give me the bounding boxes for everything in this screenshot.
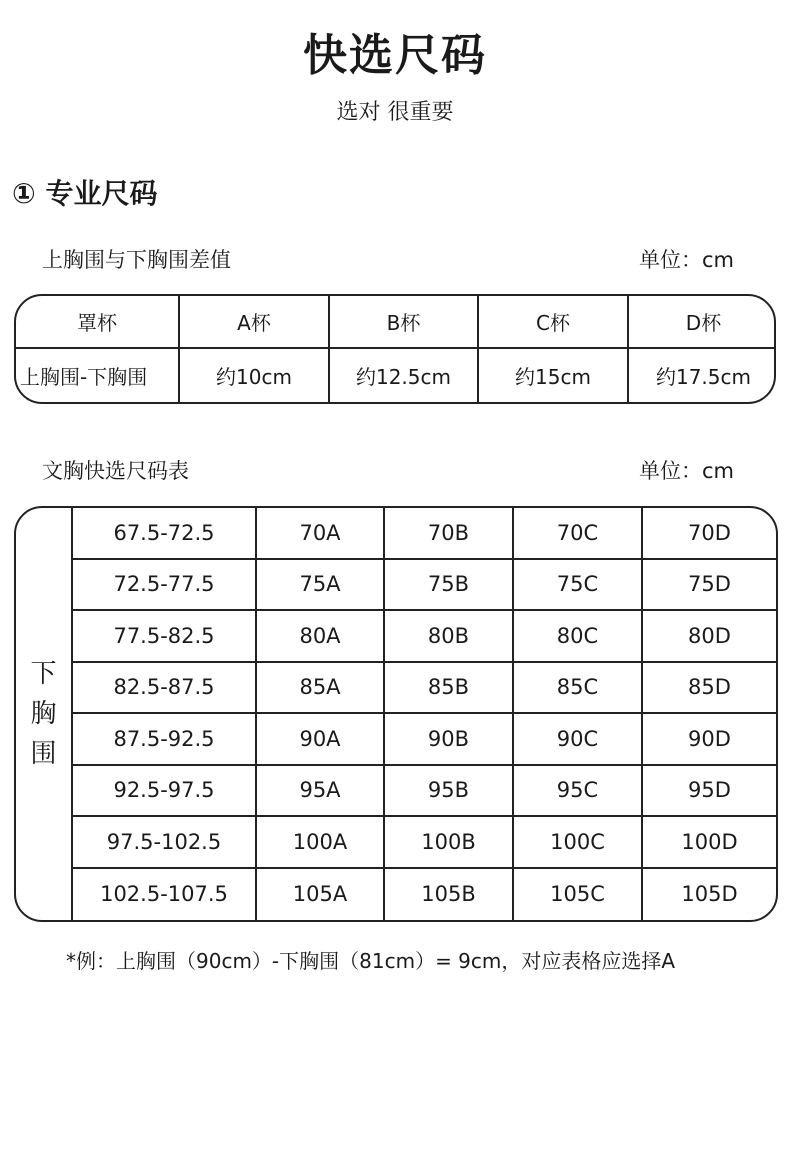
table-cell: 约17.5cm bbox=[655, 365, 751, 389]
table-row-range: 67.5-72.5 bbox=[73, 508, 257, 560]
table-header-cell: 罩杯 bbox=[16, 296, 180, 349]
table-header-cell: B杯 bbox=[330, 296, 479, 349]
table-cell: 85D bbox=[643, 663, 776, 715]
table-cell: 约10cm bbox=[180, 349, 330, 402]
size-grid bbox=[73, 508, 776, 920]
table-row-range: 72.5-77.5 bbox=[73, 560, 257, 612]
table-cell: 70C bbox=[514, 508, 643, 560]
table-cell: 75B bbox=[385, 560, 514, 612]
diff-table-caption: 上胸围与下胸围差值 bbox=[42, 248, 231, 272]
table-cell: 105D bbox=[681, 882, 738, 907]
table-cell: 85A bbox=[257, 663, 385, 715]
table-cell: 100A bbox=[257, 817, 385, 869]
table-row-range: 77.5-82.5 bbox=[73, 611, 257, 663]
section-heading: ① 专业尺码 bbox=[12, 177, 158, 210]
table-cell: 105C bbox=[514, 869, 643, 921]
table-cell: 100C bbox=[514, 817, 643, 869]
table-row-label: 上胸围-下胸围 bbox=[16, 349, 180, 402]
table-row-range: 82.5-87.5 bbox=[73, 663, 257, 715]
table-cell: 95D bbox=[643, 766, 776, 818]
table-cell: 85B bbox=[385, 663, 514, 715]
diff-table-unit: 单位：cm bbox=[638, 248, 734, 272]
table-cell: 95B bbox=[385, 766, 514, 818]
table-cell: 80D bbox=[643, 611, 776, 663]
table-cell: 105B bbox=[385, 869, 514, 921]
table-cell: 75C bbox=[514, 560, 643, 612]
table-cell: 90D bbox=[643, 714, 776, 766]
page-title: 快选尺码 bbox=[303, 30, 487, 81]
table-cell: 约15cm bbox=[479, 349, 629, 402]
table-cell: 95C bbox=[514, 766, 643, 818]
table-cell: 90B bbox=[385, 714, 514, 766]
size-chart-table bbox=[14, 506, 778, 922]
table-cell: 80B bbox=[385, 611, 514, 663]
table-row-range: 87.5-92.5 bbox=[73, 714, 257, 766]
table-row-range: 92.5-97.5 bbox=[73, 766, 257, 818]
table-cell: 75A bbox=[257, 560, 385, 612]
table-cell: 70D bbox=[643, 508, 776, 560]
underbust-side-label: 下 胸 围 bbox=[16, 508, 73, 920]
table-cell: 80A bbox=[257, 611, 385, 663]
table-row-range: 97.5-102.5 bbox=[73, 817, 257, 869]
table-cell: 70A bbox=[257, 508, 385, 560]
footnote: *例：上胸围（90cm）-下胸围（81cm）= 9cm，对应表格应选择A bbox=[66, 949, 676, 973]
table-header-cell: C杯 bbox=[479, 296, 629, 349]
table-cell: 105A bbox=[257, 869, 385, 921]
table-cell: 约12.5cm bbox=[330, 349, 479, 402]
table-cell: 85C bbox=[514, 663, 643, 715]
size-table-caption: 文胸快选尺码表 bbox=[42, 459, 189, 483]
table-cell: 90A bbox=[257, 714, 385, 766]
table-cell: 95A bbox=[257, 766, 385, 818]
table-cell: 70B bbox=[385, 508, 514, 560]
table-row-range: 102.5-107.5 bbox=[73, 869, 257, 921]
table-cell: 80C bbox=[514, 611, 643, 663]
table-header-cell: A杯 bbox=[180, 296, 330, 349]
table-cell: 90C bbox=[514, 714, 643, 766]
table-cell: 75D bbox=[643, 560, 776, 612]
table-cell: 100B bbox=[385, 817, 514, 869]
size-table-unit: 单位：cm bbox=[638, 459, 734, 483]
page-subtitle: 选对 很重要 bbox=[336, 100, 454, 125]
table-header-cell: D杯 bbox=[629, 296, 776, 349]
table-cell: 100D bbox=[643, 817, 776, 869]
cup-difference-table bbox=[14, 294, 776, 404]
